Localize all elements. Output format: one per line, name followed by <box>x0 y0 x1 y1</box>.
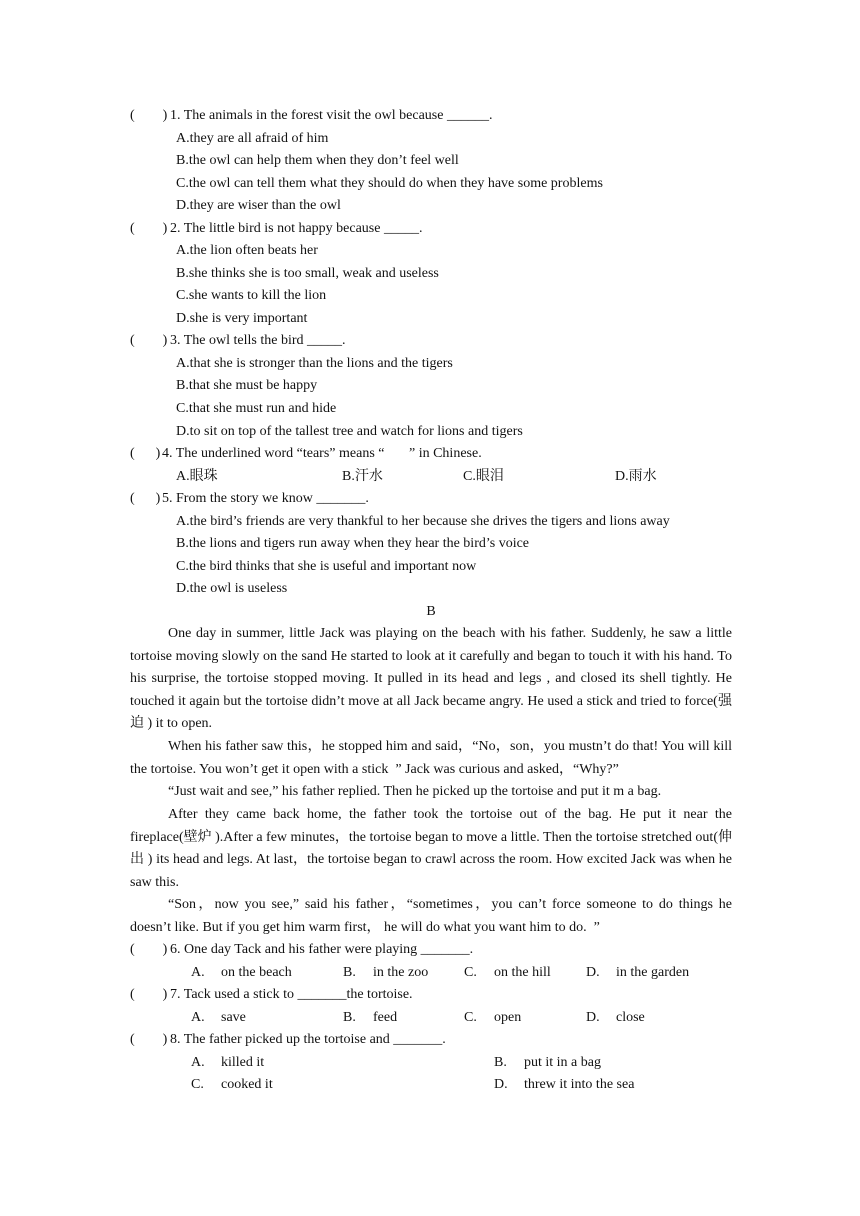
option-6c <box>464 962 551 984</box>
option-label: C. <box>464 965 477 980</box>
option-5c: C.the bird thinks that she is useful and important now <box>176 559 477 574</box>
option-text: open <box>494 1010 522 1025</box>
option-4c: C.眼泪 <box>463 469 504 484</box>
option-3b: B.that she must be happy <box>176 378 318 393</box>
option-4b: B.汗水 <box>342 469 383 484</box>
option-4a: A.眼珠 <box>176 469 218 484</box>
option-5a: A.the bird’s friends are very thankful to her because she drives the tigers and lions away <box>176 514 670 529</box>
option-2c: C.she wants to kill the lion <box>176 288 327 303</box>
question-stem: 7. Tack used a stick to _______the tortoise. <box>170 987 413 1002</box>
option-label: D. <box>494 1077 508 1092</box>
option-text: in the zoo <box>373 965 429 980</box>
option-8b <box>494 1052 601 1074</box>
question-5 <box>130 488 369 510</box>
passage-paragraph-3: “Just wait and see,” his father replied. Then he picked up the tortoise and put it m a bag. <box>168 784 662 799</box>
option-1d: D.they are wiser than the owl <box>176 198 341 213</box>
option-label: D. <box>586 1010 600 1025</box>
question-stem: 3. The owl tells the bird _____. <box>170 333 346 348</box>
option-label: A. <box>191 965 205 980</box>
option-7a <box>191 1007 246 1029</box>
option-5b: B.the lions and tigers run away when they hear the bird’s voice <box>176 536 530 551</box>
question-stem: 2. The little bird is not happy because _____. <box>170 221 423 236</box>
option-2b: B.she thinks she is too small, weak and useless <box>176 266 439 281</box>
passage-paragraph-1: One day in summer, little Jack was playing on the beach with his father. Suddenly, he saw a little tortoise moving slowly on the sand He started to look at it carefully and began to touch it with his hand. To his surprise, the tortoise stopped moving. It pulled in its head and legs , and closed its shell tightly. He touched it again but the tortoise didn’t move at all Jack became angry. He used a stick and tried to force(强迫 ) it to open. <box>130 626 732 731</box>
option-8a <box>191 1052 264 1074</box>
option-3d: D.to sit on top of the tallest tree and watch for lions and tigers <box>176 424 523 439</box>
option-8c <box>191 1074 273 1096</box>
options-row-7 <box>0 1007 860 1029</box>
option-8d <box>494 1074 634 1096</box>
option-label: B. <box>494 1055 507 1070</box>
question-stem: 1. The animals in the forest visit the owl because ______. <box>170 108 493 123</box>
option-text: threw it into the sea <box>524 1077 635 1092</box>
answer-bracket: ( ) <box>130 108 168 123</box>
option-text: killed it <box>221 1055 265 1070</box>
option-label: B. <box>343 1010 356 1025</box>
option-5d: D.the owl is useless <box>176 581 288 596</box>
answer-bracket: ( ) <box>130 446 161 461</box>
option-2a: A.the lion often beats her <box>176 243 318 258</box>
option-text: save <box>221 1010 246 1025</box>
option-7b <box>343 1007 397 1029</box>
option-1c: C.the owl can tell them what they should do when they have some problems <box>176 176 603 191</box>
options-row-8a <box>0 1052 860 1074</box>
answer-bracket: ( ) <box>130 491 161 506</box>
passage-paragraph-2: When his father saw this，he stopped him and said，“No，son，you mustn’t do that! You will kill the tortoise. You won’t get it open with a stick ” Jack was curious and asked，“Why?” <box>130 739 732 777</box>
option-4d: D.雨水 <box>615 469 657 484</box>
option-6d <box>586 962 689 984</box>
options-row-4 <box>0 466 860 488</box>
question-4 <box>130 443 482 465</box>
option-1a: A.they are all afraid of him <box>176 131 329 146</box>
answer-bracket: ( ) <box>130 333 168 348</box>
answer-bracket: ( ) <box>130 942 168 957</box>
option-2d: D.she is very important <box>176 311 308 326</box>
option-text: close <box>616 1010 645 1025</box>
passage-paragraph-4: After they came back home, the father took the tortoise out of the bag. He put it near the fireplace(壁炉 ).After a few minutes，the tortoise began to move a little. Then the tortoise stretched out(伸出 ) its head and legs. At last，the tortoise began to crawl across the room. How excited Jack was when he saw this. <box>130 807 732 890</box>
option-6a <box>191 962 292 984</box>
option-6b <box>343 962 428 984</box>
question-stem: 8. The father picked up the tortoise and _______. <box>170 1032 446 1047</box>
question-stem: 6. One day Tack and his father were playing _______. <box>170 942 474 957</box>
answer-bracket: ( ) <box>130 1032 168 1047</box>
passage-paragraph-5: “Son，now you see,” said his father，“sometimes，you can’t force someone to do things he doesn’t like. But if you get him warm first， he will do what you want him to do. ” <box>130 897 732 935</box>
question-6 <box>130 939 473 961</box>
question-7 <box>130 984 413 1006</box>
option-1b: B.the owl can help them when they don’t feel well <box>176 153 459 168</box>
answer-bracket: ( ) <box>130 221 168 236</box>
option-label: D. <box>586 965 600 980</box>
option-text: on the beach <box>221 965 292 980</box>
answer-bracket: ( ) <box>130 987 168 1002</box>
option-label: C. <box>464 1010 477 1025</box>
option-3a: A.that she is stronger than the lions and the tigers <box>176 356 453 371</box>
question-2 <box>130 218 422 240</box>
option-text: cooked it <box>221 1077 273 1092</box>
option-3c: C.that she must run and hide <box>176 401 337 416</box>
question-8 <box>130 1029 446 1051</box>
option-7d <box>586 1007 645 1029</box>
option-label: A. <box>191 1010 205 1025</box>
option-label: C. <box>191 1077 204 1092</box>
options-row-8b <box>0 1074 860 1096</box>
question-stem: 5. From the story we know _______. <box>162 491 369 506</box>
option-7c <box>464 1007 521 1029</box>
question-1 <box>130 105 492 127</box>
option-label: A. <box>191 1055 205 1070</box>
option-text: in the garden <box>616 965 690 980</box>
option-text: put it in a bag <box>524 1055 601 1070</box>
option-text: feed <box>373 1010 398 1025</box>
options-row-6 <box>0 962 860 984</box>
question-3 <box>130 330 346 352</box>
section-b-heading: B <box>426 604 436 619</box>
option-text: on the hill <box>494 965 551 980</box>
option-label: B. <box>343 965 356 980</box>
question-stem: 4. The underlined word “tears” means “ ” in Chinese. <box>162 446 482 461</box>
